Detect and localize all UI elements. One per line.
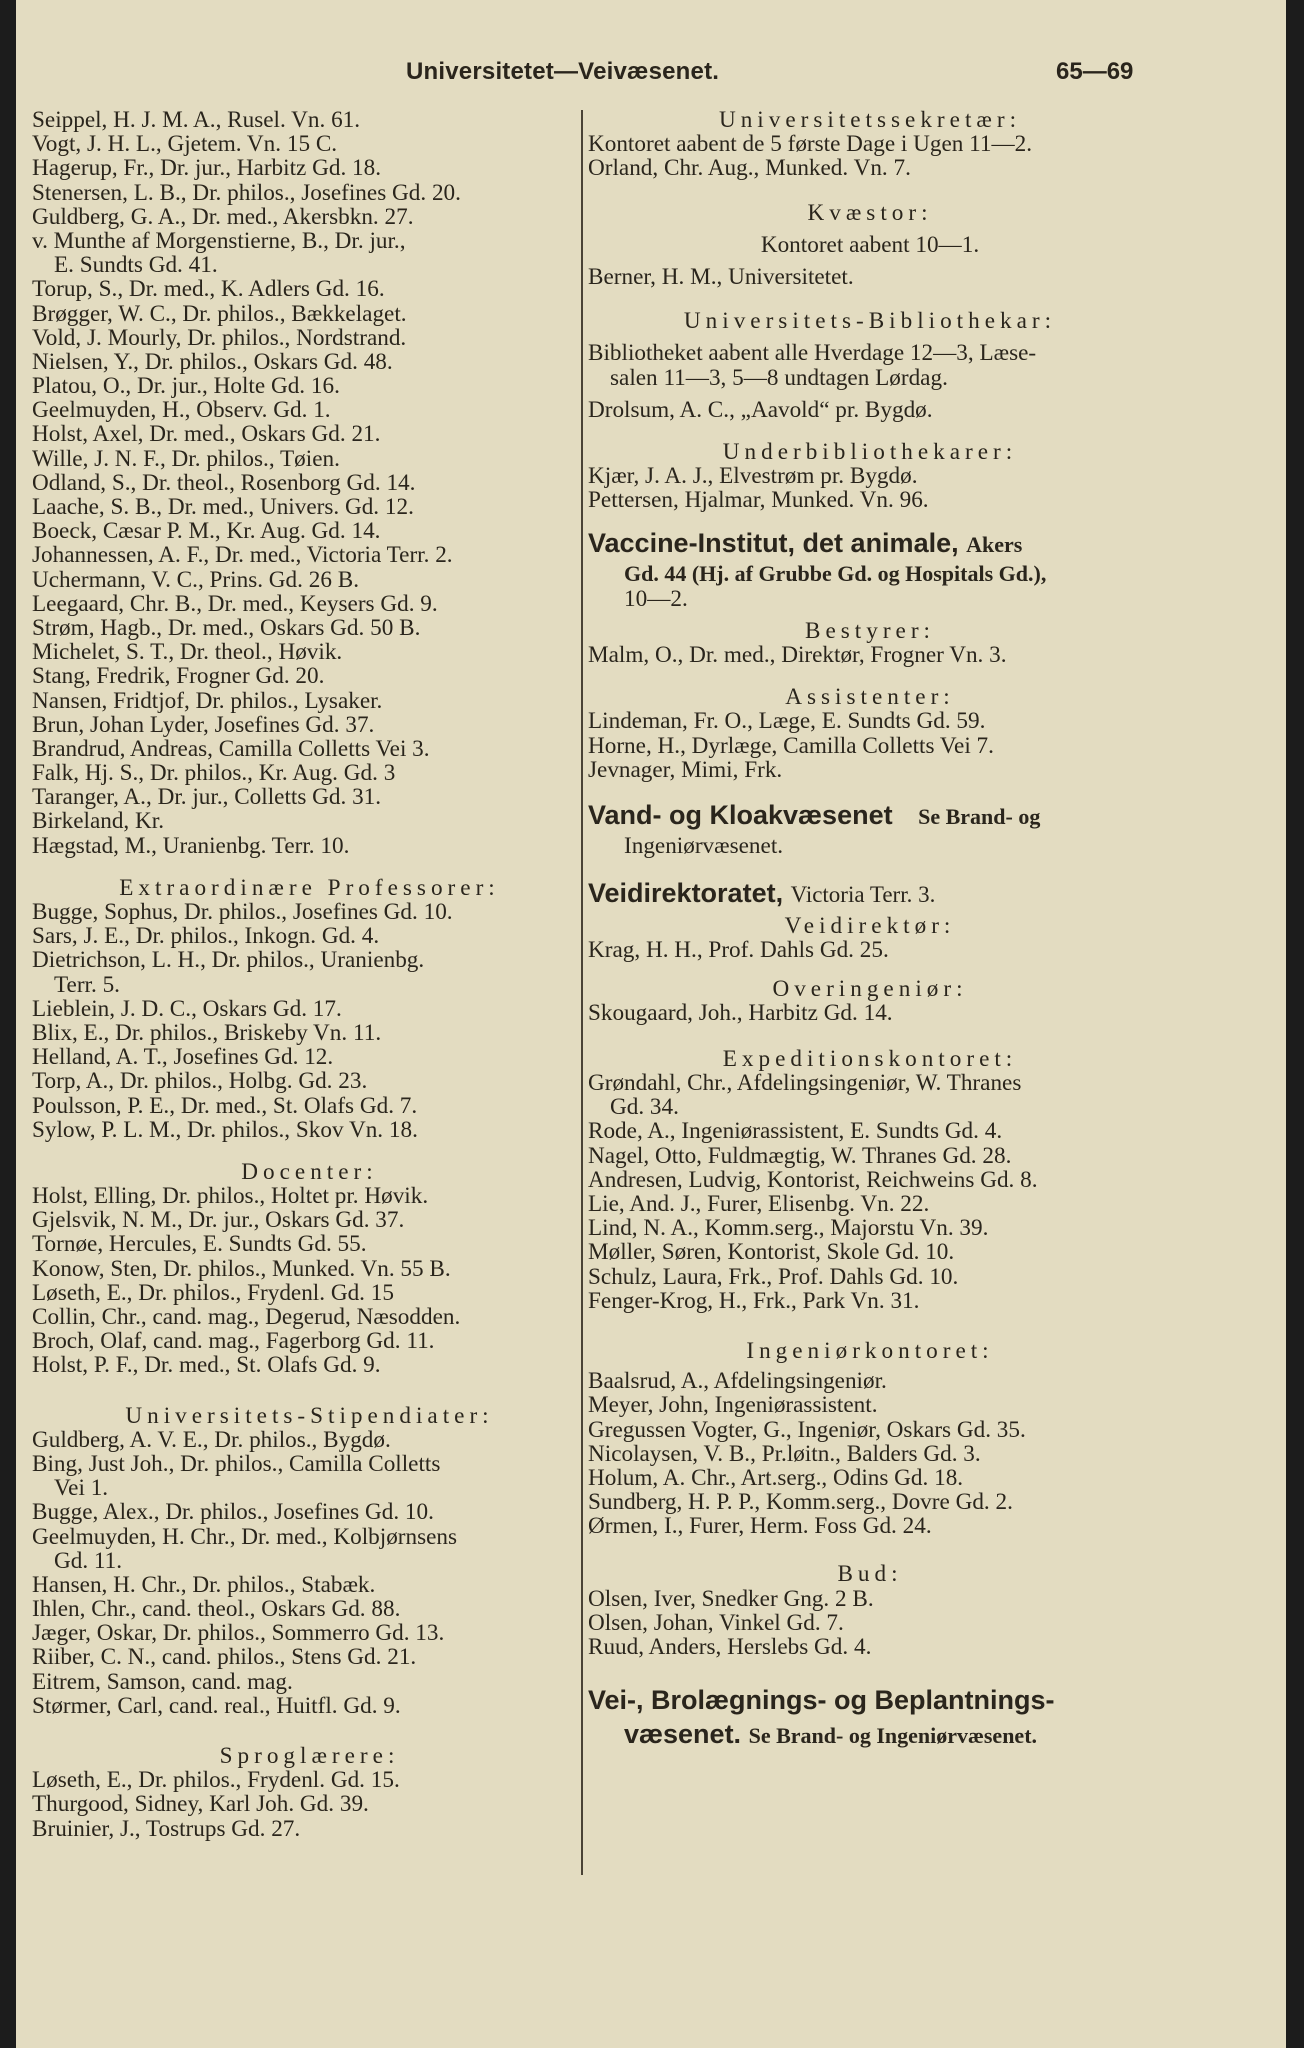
extraordinary-professor-list bbox=[32, 900, 587, 1142]
list-item: Johannessen, A. F., Dr. med., Victoria Terr. 2. bbox=[32, 542, 453, 569]
list-item: Stang, Fredrik, Frogner Gd. 20. bbox=[32, 663, 325, 690]
section-heading: Assistenter: bbox=[785, 684, 955, 711]
list-item: Ruud, Anders, Herslebs Gd. 4. bbox=[588, 1634, 872, 1661]
list-item: Jæger, Oskar, Dr. philos., Sommerro Gd. 13. bbox=[32, 1620, 445, 1647]
list-item: Dietrichson, L. H., Dr. philos., Uranienbg. bbox=[32, 947, 425, 974]
list-item: Konow, Sten, Dr. philos., Munked. Vn. 55 B. bbox=[32, 1255, 451, 1282]
list-item: Kjær, J. A. J., Elvestrøm pr. Bygdø. bbox=[588, 463, 918, 490]
list-item: Lind, N. A., Komm.serg., Majorstu Vn. 39. bbox=[588, 1215, 989, 1242]
list-item: Orland, Chr. Aug., Munked. Vn. 7. bbox=[588, 155, 911, 182]
list-item: Olsen, Iver, Snedker Gng. 2 B. bbox=[588, 1585, 874, 1612]
list-item: Drolsum, A. C., „Aavold“ pr. Bygdø. bbox=[588, 396, 933, 423]
list-item: Rode, A., Ingeniørassistent, E. Sundts Gd. 4. bbox=[588, 1118, 1003, 1145]
list-item: Gd. 44 (Hj. af Grubbe Gd. og Hospitals Gd.), bbox=[624, 561, 1047, 587]
list-item: Platou, O., Dr. jur., Holte Gd. 16. bbox=[32, 373, 340, 400]
list-item: Collin, Chr., cand. mag., Degerud, Næsodden. bbox=[32, 1304, 461, 1330]
list-item: Holst, P. F., Dr. med., St. Olafs Gd. 9. bbox=[32, 1352, 381, 1379]
section-heading: Bud: bbox=[837, 1561, 903, 1588]
right-column bbox=[588, 108, 1152, 1753]
list-item: Lindeman, Fr. O., Læge, E. Sundts Gd. 59. bbox=[588, 708, 986, 735]
engineering-office-list bbox=[588, 1369, 1152, 1538]
road-directorate-heading bbox=[588, 876, 1152, 912]
heading-text: Vaccine-Institut, det animale, bbox=[588, 528, 959, 559]
heading-text: Vand- og Kloakvæsenet bbox=[588, 799, 893, 830]
section-heading: Kvæstor: bbox=[807, 199, 933, 226]
list-item: Fenger-Krog, H., Frk., Park Vn. 31. bbox=[588, 1287, 920, 1314]
list-item: Nicolaysen, V. B., Pr.løitn., Balders Gd. 3. bbox=[588, 1440, 981, 1467]
list-item: Brøgger, W. C., Dr. philos., Bækkelaget. bbox=[32, 300, 407, 327]
list-item: Torp, A., Dr. philos., Holbg. Gd. 23. bbox=[32, 1068, 368, 1095]
list-item: Poulsson, P. E., Dr. med., St. Olafs Gd. 7. bbox=[32, 1092, 418, 1119]
section-heading: Universitets-Stipendiater: bbox=[125, 1402, 494, 1429]
road-paving-heading: Vei-, Brolægnings- og Beplantnings- bbox=[588, 1685, 1055, 1716]
list-item: Bibliotheket aabent alle Hverdage 12—3, Læse- bbox=[588, 340, 1037, 367]
page-range: 65—69 bbox=[1056, 58, 1134, 85]
list-item: Leegaard, Chr. B., Dr. med., Keysers Gd. 9. bbox=[32, 590, 438, 617]
section-heading: Universitets-Bibliothekar: bbox=[683, 308, 1057, 335]
list-item: Vogt, J. H. L., Gjetem. Vn. 15 C. bbox=[32, 131, 338, 158]
list-item: Grøndahl, Chr., Afdelingsingeniør, W. Thranes bbox=[588, 1070, 1022, 1097]
left-column bbox=[32, 108, 587, 1841]
list-item: Størmer, Carl, cand. real., Huitfl. Gd. 9. bbox=[32, 1692, 401, 1719]
list-item: Blix, E., Dr. philos., Briskeby Vn. 11. bbox=[32, 1019, 382, 1046]
office-hours-note: Kontoret aabent 10—1. bbox=[760, 231, 980, 258]
list-item: Tornøe, Hercules, E. Sundts Gd. 55. bbox=[32, 1231, 367, 1258]
list-item: Hægstad, M., Uranienbg. Terr. 10. bbox=[32, 832, 350, 859]
cross-reference: Ingeniørvæsenet. bbox=[624, 832, 784, 859]
list-item: Torup, S., Dr. med., K. Adlers Gd. 16. bbox=[32, 276, 385, 303]
list-item: Thurgood, Sidney, Karl Joh. Gd. 39. bbox=[32, 1791, 369, 1818]
list-item: Eitrem, Samson, cand. mag. bbox=[32, 1668, 293, 1695]
list-item: Ørmen, I., Furer, Herm. Foss Gd. 24. bbox=[588, 1513, 932, 1540]
list-item: Holst, Axel, Dr. med., Oskars Gd. 21. bbox=[32, 421, 381, 448]
running-title: Universitetet—Veivæsenet. bbox=[406, 58, 720, 85]
running-header bbox=[16, 58, 1286, 98]
list-item: Løseth, E., Dr. philos., Frydenl. Gd. 15 bbox=[32, 1279, 394, 1306]
list-item: Stenersen, L. B., Dr. philos., Josefines Gd. 20. bbox=[32, 179, 461, 206]
list-item: Michelet, S. T., Dr. theol., Høvik. bbox=[32, 639, 343, 666]
list-item: Gjelsvik, N. M., Dr. jur., Oskars Gd. 37. bbox=[32, 1207, 405, 1234]
section-heading: Sproglærere: bbox=[219, 1743, 400, 1769]
list-item: salen 11—3, 5—8 undtagen Lørdag. bbox=[610, 364, 948, 391]
list-item: Andresen, Ludvig, Kontorist, Reichweins Gd. 8. bbox=[588, 1166, 1038, 1193]
list-item: Strøm, Hagb., Dr. med., Oskars Gd. 50 B. bbox=[32, 614, 421, 641]
language-teacher-list bbox=[32, 1768, 587, 1841]
list-item: Hansen, H. Chr., Dr. philos., Stabæk. bbox=[32, 1571, 376, 1598]
road-paving-heading-cont bbox=[588, 1717, 1152, 1753]
list-item: v. Munthe af Morgenstierne, B., Dr. jur., bbox=[32, 227, 406, 254]
list-item: Gd. 34. bbox=[610, 1094, 679, 1121]
list-item: Geelmuyden, H., Observ. Gd. 1. bbox=[32, 397, 331, 424]
section-heading: Universitetssekretær: bbox=[718, 107, 1022, 133]
list-item: Holst, Elling, Dr. philos., Holtet pr. Høvik. bbox=[32, 1183, 429, 1210]
list-item: Skougaard, Joh., Harbitz Gd. 14. bbox=[588, 999, 893, 1026]
list-item: Brun, Johan Lyder, Josefines Gd. 37. bbox=[32, 711, 375, 738]
list-item: Bugge, Sophus, Dr. philos., Josefines Gd. 10. bbox=[32, 899, 453, 925]
heading-text: væsenet. bbox=[624, 1719, 742, 1750]
list-item: Hagerup, Fr., Dr. jur., Harbitz Gd. 18. bbox=[32, 155, 382, 182]
list-item: Lie, And. J., Furer, Elisenbg. Vn. 22. bbox=[588, 1191, 930, 1218]
list-item: Sundberg, H. P. P., Komm.serg., Dovre Gd. 2. bbox=[588, 1489, 1013, 1516]
list-item: Vei 1. bbox=[54, 1475, 109, 1502]
section-heading: Extraordinære Professorer: bbox=[119, 874, 500, 901]
list-item: Terr. 5. bbox=[54, 971, 120, 998]
list-item: Meyer, John, Ingeniørassistent. bbox=[588, 1392, 878, 1419]
list-item: Broch, Olaf, cand. mag., Fagerborg Gd. 11. bbox=[32, 1328, 435, 1355]
docent-list bbox=[32, 1184, 587, 1378]
list-item: Bruinier, J., Tostrups Gd. 27. bbox=[32, 1815, 301, 1842]
expedition-office-list bbox=[588, 1071, 1152, 1313]
list-item: Schulz, Laura, Frk., Prof. Dahls Gd. 10. bbox=[588, 1263, 959, 1290]
section-heading: Underbibliothekarer: bbox=[722, 438, 1018, 465]
heading-tail: Victoria Terr. 3. bbox=[790, 882, 936, 908]
list-item: E. Sundts Gd. 41. bbox=[54, 252, 218, 279]
book-page bbox=[16, 0, 1286, 2048]
list-item: Helland, A. T., Josefines Gd. 12. bbox=[32, 1044, 334, 1071]
list-item: Nansen, Fridtjof, Dr. philos., Lysaker. bbox=[32, 687, 383, 714]
list-item: Krag, H. H., Prof. Dahls Gd. 25. bbox=[588, 937, 889, 964]
list-item: Guldberg, G. A., Dr. med., Akersbkn. 27. bbox=[32, 203, 414, 230]
list-item: Malm, O., Dr. med., Direktør, Frogner Vn. 3. bbox=[588, 642, 1007, 669]
list-item: Nagel, Otto, Fuldmægtig, W. Thranes Gd. 28. bbox=[588, 1142, 1012, 1169]
list-item: Bing, Just Joh., Dr. philos., Camilla Colletts bbox=[32, 1450, 441, 1477]
list-item: Baalsrud, A., Afdelingsingeniør. bbox=[588, 1368, 887, 1395]
section-heading: Bestyrer: bbox=[805, 617, 935, 644]
professor-list bbox=[32, 108, 587, 858]
heading-tail: Se Brand- og bbox=[918, 803, 1041, 829]
list-item: Odland, S., Dr. theol., Rosenborg Gd. 14. bbox=[32, 469, 416, 496]
water-sewer-heading bbox=[588, 798, 1152, 834]
list-item: Laache, S. B., Dr. med., Univers. Gd. 12. bbox=[32, 494, 414, 520]
list-item: Vold, J. Mourly, Dr. philos., Nordstrand. bbox=[32, 324, 407, 351]
list-item: Nielsen, Y., Dr. philos., Oskars Gd. 48. bbox=[32, 348, 393, 375]
list-item: Bugge, Alex., Dr. philos., Josefines Gd. 10. bbox=[32, 1499, 434, 1526]
list-item: Ihlen, Chr., cand. theol., Oskars Gd. 88. bbox=[32, 1596, 401, 1623]
messenger-list bbox=[588, 1587, 1152, 1660]
heading-tail: Akers bbox=[966, 532, 1023, 558]
list-item: Kontoret aabent de 5 første Dage i Ugen 11—2. bbox=[588, 131, 1033, 158]
list-item: Gd. 11. bbox=[54, 1547, 123, 1574]
section-heading: Docenter: bbox=[241, 1158, 378, 1185]
list-item: Sars, J. E., Dr. philos., Inkogn. Gd. 4. bbox=[32, 923, 380, 950]
section-heading: Overingeniør: bbox=[772, 975, 968, 1002]
list-item: Brandrud, Andreas, Camilla Colletts Vei 3. bbox=[32, 735, 430, 762]
heading-text: Veidirektoratet, bbox=[588, 878, 784, 909]
list-item: Taranger, A., Dr. jur., Colletts Gd. 31. bbox=[32, 784, 382, 811]
list-item: Falk, Hj. S., Dr. philos., Kr. Aug. Gd. 3 bbox=[32, 760, 396, 787]
list-item: Wille, J. N. F., Dr. philos., Tøien. bbox=[32, 445, 340, 472]
section-heading: Veidirektør: bbox=[784, 913, 956, 940]
section-heading: Ingeniørkontoret: bbox=[746, 1337, 994, 1364]
list-item: Gregussen Vogter, G., Ingeniør, Oskars Gd. 35. bbox=[588, 1416, 1026, 1443]
list-item: Geelmuyden, H. Chr., Dr. med., Kolbjørnsens bbox=[32, 1523, 458, 1550]
list-item: Løseth, E., Dr. philos., Frydenl. Gd. 15. bbox=[32, 1767, 400, 1794]
list-item: Berner, H. M., Universitetet. bbox=[588, 263, 854, 290]
list-item: Møller, Søren, Kontorist, Skole Gd. 10. bbox=[588, 1239, 955, 1266]
section-heading: Expeditionskontoret: bbox=[722, 1045, 1018, 1072]
list-item: Riiber, C. N., cand. philos., Stens Gd. 21. bbox=[32, 1644, 417, 1671]
list-item: Sylow, P. L. M., Dr. philos., Skov Vn. 18. bbox=[32, 1116, 418, 1143]
list-item: Jevnager, Mimi, Frk. bbox=[588, 756, 783, 783]
vaccine-institute-heading bbox=[588, 526, 1152, 562]
list-item: Boeck, Cæsar P. M., Kr. Aug. Gd. 14. bbox=[32, 518, 381, 545]
list-item: Lieblein, J. D. C., Oskars Gd. 17. bbox=[32, 995, 342, 1022]
list-item: Olsen, Johan, Vinkel Gd. 7. bbox=[588, 1609, 844, 1636]
list-item: Seippel, H. J. M. A., Rusel. Vn. 61. bbox=[32, 107, 361, 133]
list-item: Guldberg, A. V. E., Dr. philos., Bygdø. bbox=[32, 1426, 391, 1453]
list-item: Birkeland, Kr. bbox=[32, 808, 165, 835]
list-item: Uchermann, V. C., Prins. Gd. 26 B. bbox=[32, 566, 359, 593]
cross-reference: Se Brand- og Ingeniørvæsenet. bbox=[748, 1723, 1038, 1749]
list-item: Holum, A. Chr., Art.serg., Odins Gd. 18. bbox=[588, 1464, 964, 1491]
list-item: Horne, H., Dyrlæge, Camilla Colletts Vei 7. bbox=[588, 732, 994, 759]
list-item: Pettersen, Hjalmar, Munked. Vn. 96. bbox=[588, 487, 929, 514]
stipendiat-list bbox=[32, 1428, 587, 1718]
list-item: 10—2. bbox=[624, 585, 688, 612]
